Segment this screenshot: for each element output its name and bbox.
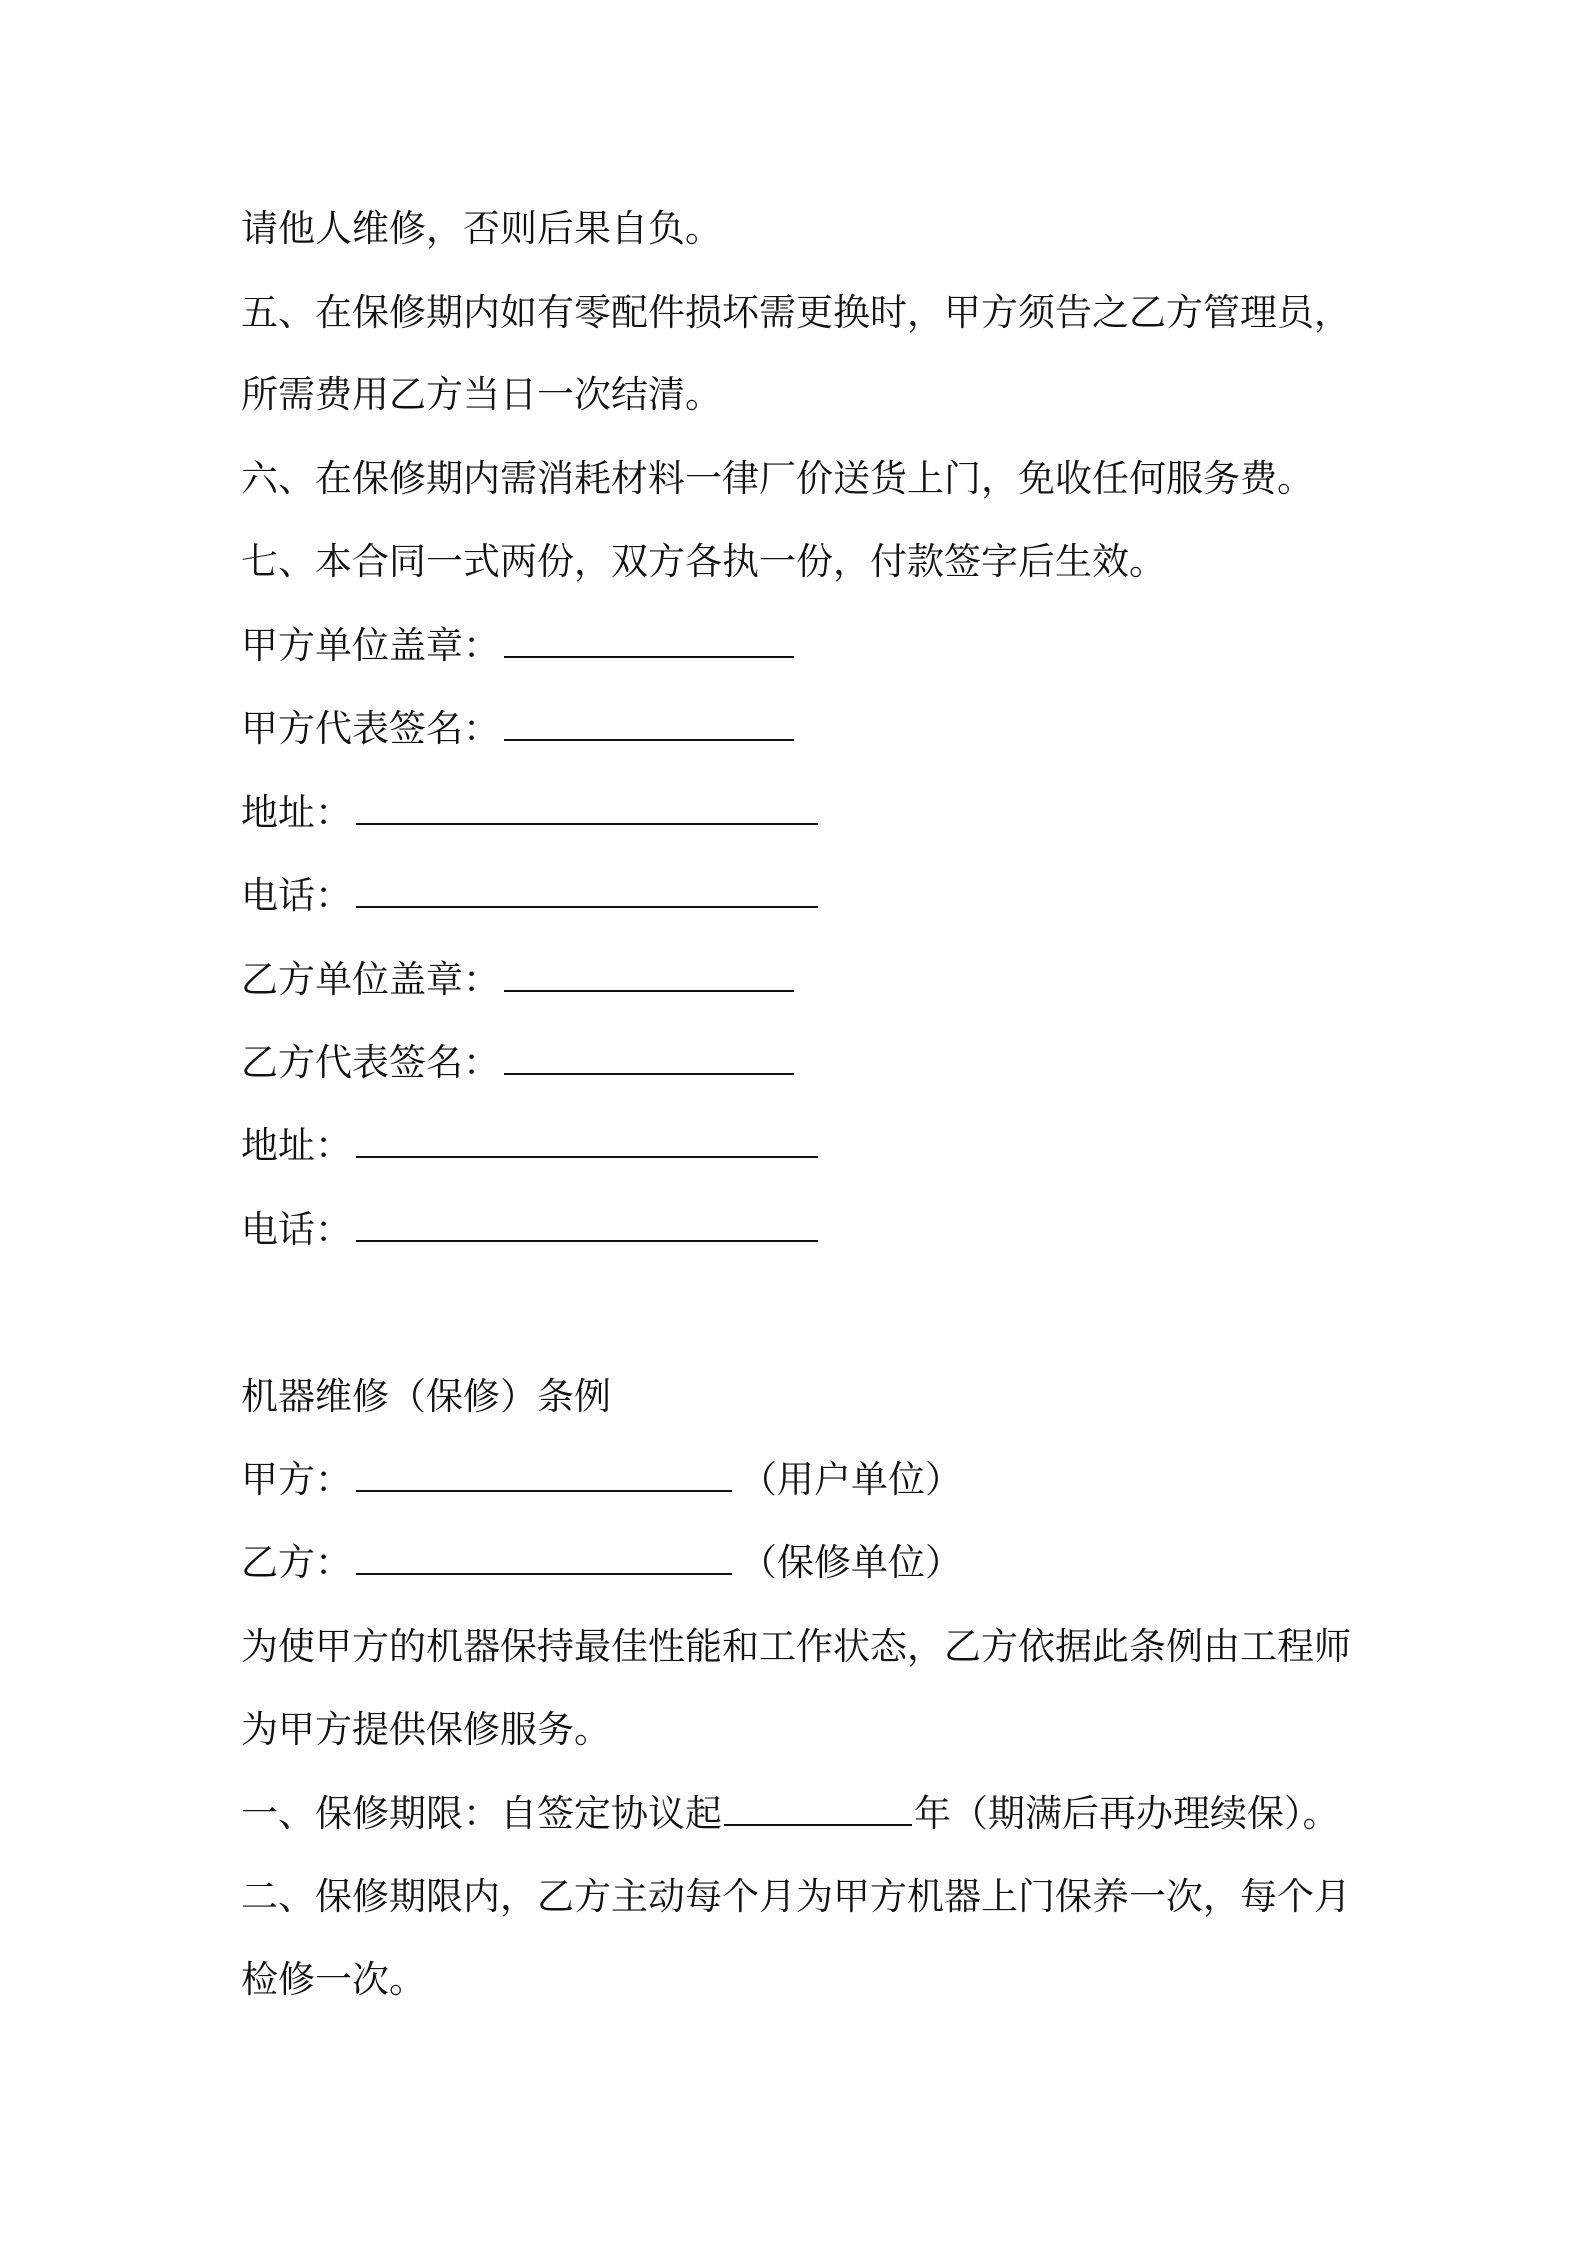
party-a-phone-row bbox=[241, 871, 818, 921]
term-2-line-2: 检修一次。 bbox=[241, 1958, 426, 2001]
party-a-phone-label: 电话： bbox=[241, 874, 352, 917]
party-b-address-label: 地址： bbox=[241, 1124, 352, 1167]
party-b-phone-label: 电话： bbox=[241, 1208, 352, 1251]
clause-6: 六、在保修期内需消耗材料一律厂价送货上门，免收任何服务费。 bbox=[241, 457, 1314, 500]
party-a-seal-blank bbox=[504, 622, 794, 658]
party-b-address-row bbox=[241, 1121, 818, 1171]
party-a-seal-row bbox=[241, 621, 794, 671]
term-1-suffix: 年（期满后再办理续保）。 bbox=[914, 1792, 1340, 1835]
clause-7: 七、本合同一式两份，双方各执一份，付款签字后生效。 bbox=[241, 540, 1166, 583]
term-1-prefix: 一、保修期限：自签定协议起 bbox=[241, 1792, 722, 1835]
term-1-row bbox=[241, 1789, 1340, 1839]
term-years-blank bbox=[724, 1790, 912, 1826]
party-b-phone-blank bbox=[356, 1206, 818, 1242]
party-b-seal-blank bbox=[504, 956, 794, 992]
party-b-blank bbox=[356, 1539, 732, 1575]
party-a-address-label: 地址： bbox=[241, 791, 352, 834]
party-b-label: 乙方： bbox=[241, 1541, 352, 1584]
clause-5-line-2: 所需费用乙方当日一次结清。 bbox=[241, 373, 722, 416]
term-2-line-1: 二、保修期限内，乙方主动每个月为甲方机器上门保养一次，每个月 bbox=[241, 1875, 1351, 1918]
clause-5-line-1: 五、在保修期内如有零配件损坏需更换时，甲方须告之乙方管理员， bbox=[241, 291, 1351, 334]
party-b-rep-label: 乙方代表签名： bbox=[241, 1041, 500, 1084]
party-a-rep-blank bbox=[504, 705, 794, 741]
party-a-row bbox=[241, 1455, 962, 1505]
party-b-seal-row bbox=[241, 955, 794, 1005]
party-a-rep-row bbox=[241, 704, 794, 754]
party-a-note: （用户单位） bbox=[740, 1458, 962, 1501]
party-b-rep-blank bbox=[504, 1039, 794, 1075]
party-a-phone-blank bbox=[356, 872, 818, 908]
party-a-blank bbox=[356, 1456, 732, 1492]
party-a-seal-label: 甲方单位盖章： bbox=[241, 624, 500, 667]
intro-line-1: 为使甲方的机器保持最佳性能和工作状态，乙方依据此条例由工程师 bbox=[241, 1625, 1351, 1668]
party-a-address-blank bbox=[356, 789, 818, 825]
party-b-seal-label: 乙方单位盖章： bbox=[241, 958, 500, 1001]
paragraph-continuation: 请他人维修，否则后果自负。 bbox=[241, 207, 722, 250]
party-a-address-row bbox=[241, 788, 818, 838]
party-a-rep-label: 甲方代表签名： bbox=[241, 707, 500, 750]
party-b-address-blank bbox=[356, 1122, 818, 1158]
section-title: 机器维修（保修）条例 bbox=[241, 1375, 611, 1418]
party-b-row bbox=[241, 1538, 962, 1588]
party-b-rep-row bbox=[241, 1038, 794, 1088]
party-b-phone-row bbox=[241, 1205, 818, 1255]
intro-line-2: 为甲方提供保修服务。 bbox=[241, 1708, 611, 1751]
party-a-label: 甲方： bbox=[241, 1458, 352, 1501]
party-b-note: （保修单位） bbox=[740, 1541, 962, 1584]
